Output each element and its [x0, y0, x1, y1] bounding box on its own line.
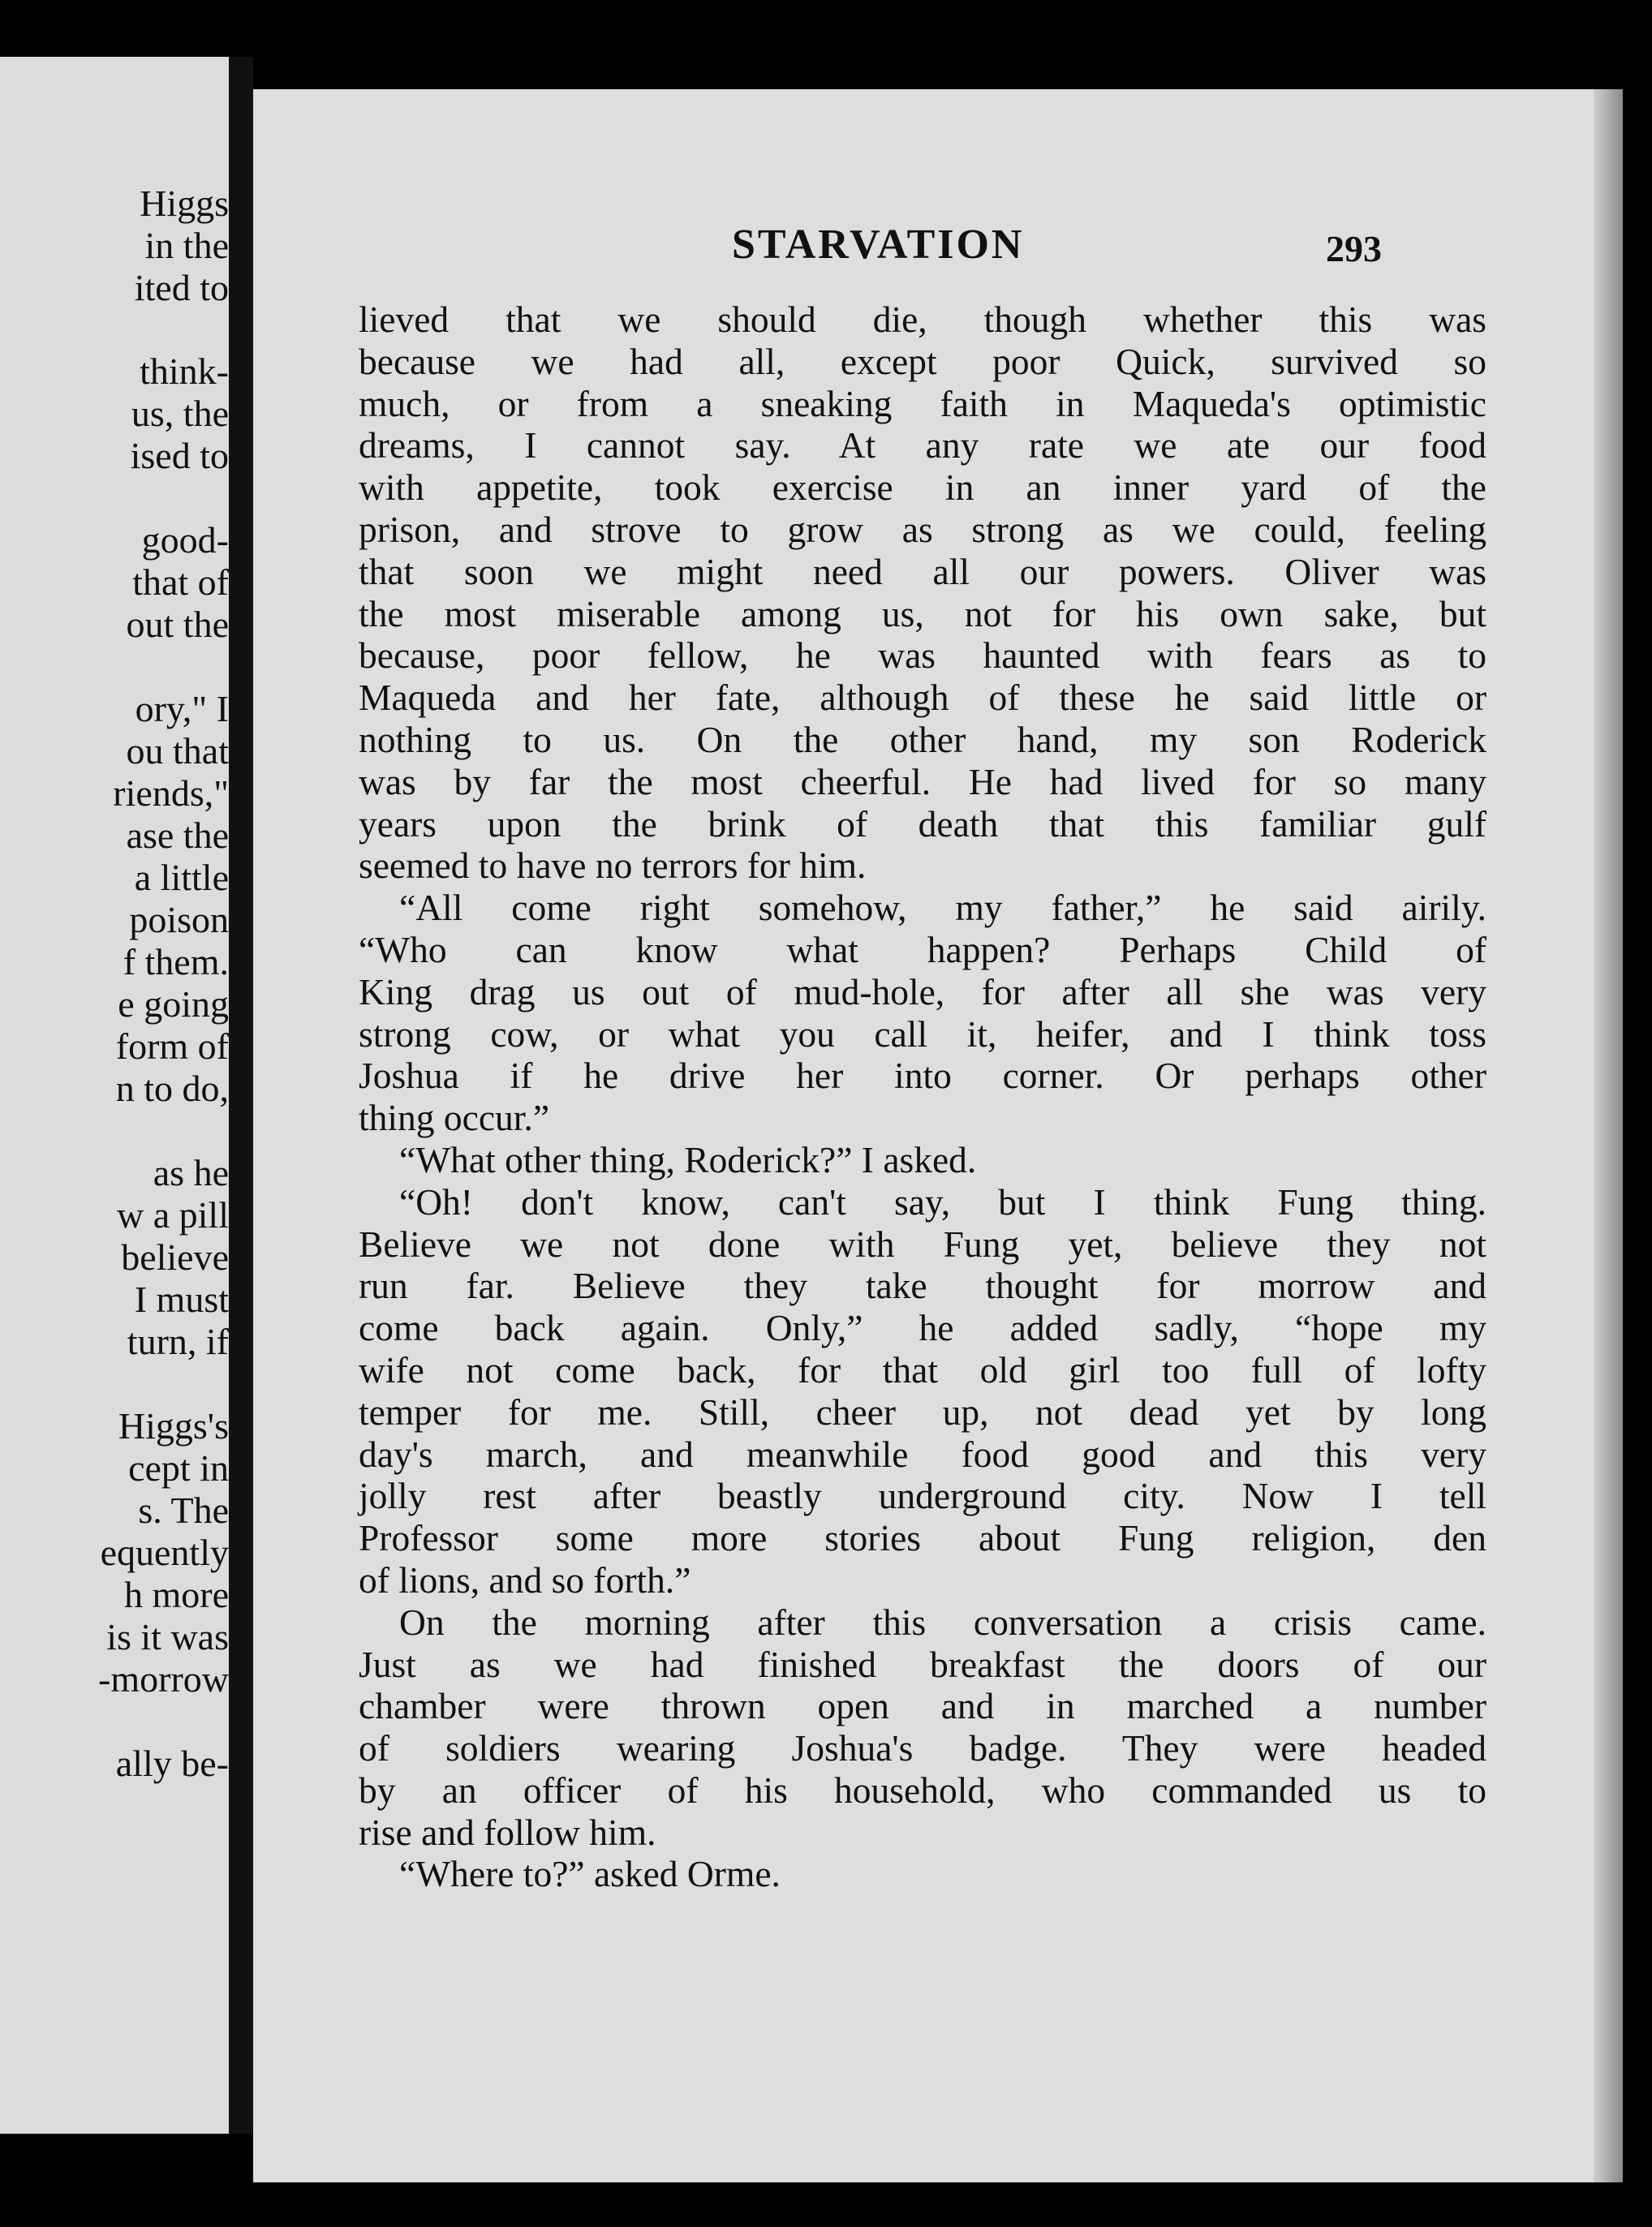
left-page-line: I must: [134, 1279, 229, 1320]
text-line: Believe we not done with Fung yet, believe they not: [359, 1223, 1486, 1265]
left-page-line: s. The: [138, 1490, 229, 1531]
text-line: jolly rest after beastly underground city. Now I tell: [359, 1475, 1486, 1517]
left-page-line: -morrow: [98, 1658, 229, 1700]
text-line: lieved that we should die, though whether this was: [359, 299, 1486, 340]
left-page-line: us, the: [131, 393, 229, 434]
left-page-line: h more: [123, 1574, 229, 1615]
left-page: [0, 57, 229, 2134]
left-page-line: n to do,: [115, 1068, 229, 1109]
left-page-line: poison: [129, 899, 229, 940]
text-line: On the morning after this conversation a crisis came.: [399, 1601, 1486, 1643]
left-page-line: cept in: [128, 1447, 229, 1489]
text-line: by an officer of his household, who commanded us to: [359, 1769, 1486, 1811]
text-line: of lions, and so forth.”: [359, 1558, 691, 1601]
left-page-line: e going: [118, 983, 229, 1025]
left-page-line: riends,": [113, 772, 229, 814]
text-line: prison, and strove to grow as strong as we could, feeling: [359, 508, 1486, 550]
text-line: much, or from a sneaking faith in Maqueda's optimistic: [359, 382, 1486, 424]
text-line: “Oh! don't know, can't say, but I think Fung thing.: [399, 1180, 1486, 1223]
left-page-line: form of: [115, 1025, 229, 1067]
left-page-line: ally be-: [115, 1743, 229, 1784]
text-line: dreams, I cannot say. At any rate we ate our food: [359, 424, 1486, 466]
left-page-line: Higgs's: [118, 1405, 229, 1447]
text-line: Joshua if he drive her into corner. Or perhaps other: [359, 1055, 1486, 1097]
page-number: 293: [1326, 228, 1382, 269]
left-page-line: f them.: [123, 941, 229, 982]
text-line: Professor some more stories about Fung religion, den: [359, 1517, 1486, 1559]
text-line: strong cow, or what you call it, heifer, and I think toss: [359, 1012, 1486, 1055]
text-line: day's march, and meanwhile food good and this very: [359, 1433, 1486, 1475]
text-line: run far. Believe they take thought for morrow and: [359, 1265, 1486, 1307]
left-page-line: good-: [141, 519, 229, 561]
text-line: Maqueda and her fate, although of these he said little or: [359, 677, 1486, 719]
page-header: [253, 221, 1623, 277]
text-line: with appetite, took exercise in an inner yard of the: [359, 466, 1486, 509]
left-page-line: is it was: [106, 1616, 229, 1657]
text-line: thing occur.”: [359, 1097, 550, 1139]
text-line: temper for me. Still, cheer up, not dead yet by long: [359, 1391, 1486, 1433]
text-line: of soldiers wearing Joshua's badge. They were headed: [359, 1727, 1486, 1769]
text-line: “Who can know what happen? Perhaps Child of: [359, 928, 1486, 970]
text-line: that soon we might need all our powers. Oliver was: [359, 550, 1486, 592]
left-page-line: ised to: [130, 435, 229, 476]
left-page-line: ase the: [126, 815, 229, 856]
left-page-line: turn, if: [127, 1321, 229, 1362]
text-line: the most miserable among us, not for his own sake, but: [359, 592, 1486, 634]
text-line: nothing to us. On the other hand, my son Roderick: [359, 718, 1486, 760]
text-line: because, poor fellow, he was haunted with fears as to: [359, 634, 1486, 677]
text-line: “Where to?” asked Orme.: [399, 1853, 781, 1895]
left-page-line: a little: [134, 857, 229, 898]
text-line: “All come right somehow, my father,” he said airily.: [399, 887, 1486, 929]
left-page-line: in the: [144, 225, 229, 266]
text-line: was by far the most cheerful. He had lived for so many: [359, 760, 1486, 802]
left-page-line: w a pill: [117, 1194, 229, 1236]
text-line: Just as we had finished breakfast the doors of our: [359, 1643, 1486, 1685]
text-line: years upon the brink of death that this familiar gulf: [359, 802, 1486, 845]
text-line: “What other thing, Roderick?” I asked.: [399, 1138, 977, 1180]
book-gutter: [229, 57, 253, 2134]
left-page-line: ou that: [126, 730, 229, 772]
text-line: rise and follow him.: [359, 1811, 656, 1853]
text-line: wife not come back, for that old girl too full of lofty: [359, 1348, 1486, 1391]
left-page-line: that of: [132, 561, 229, 603]
left-page-line: Higgs: [140, 183, 229, 224]
right-page: [253, 89, 1623, 2182]
left-page-line: as he: [153, 1152, 229, 1193]
body-text: [359, 299, 1486, 1895]
left-page-line: believe: [121, 1236, 229, 1278]
left-page-line: ited to: [134, 267, 229, 308]
text-line: King drag us out of mud-hole, for after all she was very: [359, 970, 1486, 1012]
left-page-line: out the: [126, 604, 229, 645]
running-title: STARVATION: [732, 221, 1025, 268]
text-line: seemed to have no terrors for him.: [359, 845, 867, 887]
left-page-line: think-: [140, 350, 229, 392]
text-line: because we had all, except poor Quick, survived so: [359, 340, 1486, 382]
left-page-line: ory," I: [135, 688, 229, 729]
text-line: chamber were thrown open and in marched a number: [359, 1685, 1486, 1727]
text-line: come back again. Only,” he added sadly, “hope my: [359, 1307, 1486, 1349]
left-page-line: equently: [100, 1532, 229, 1573]
